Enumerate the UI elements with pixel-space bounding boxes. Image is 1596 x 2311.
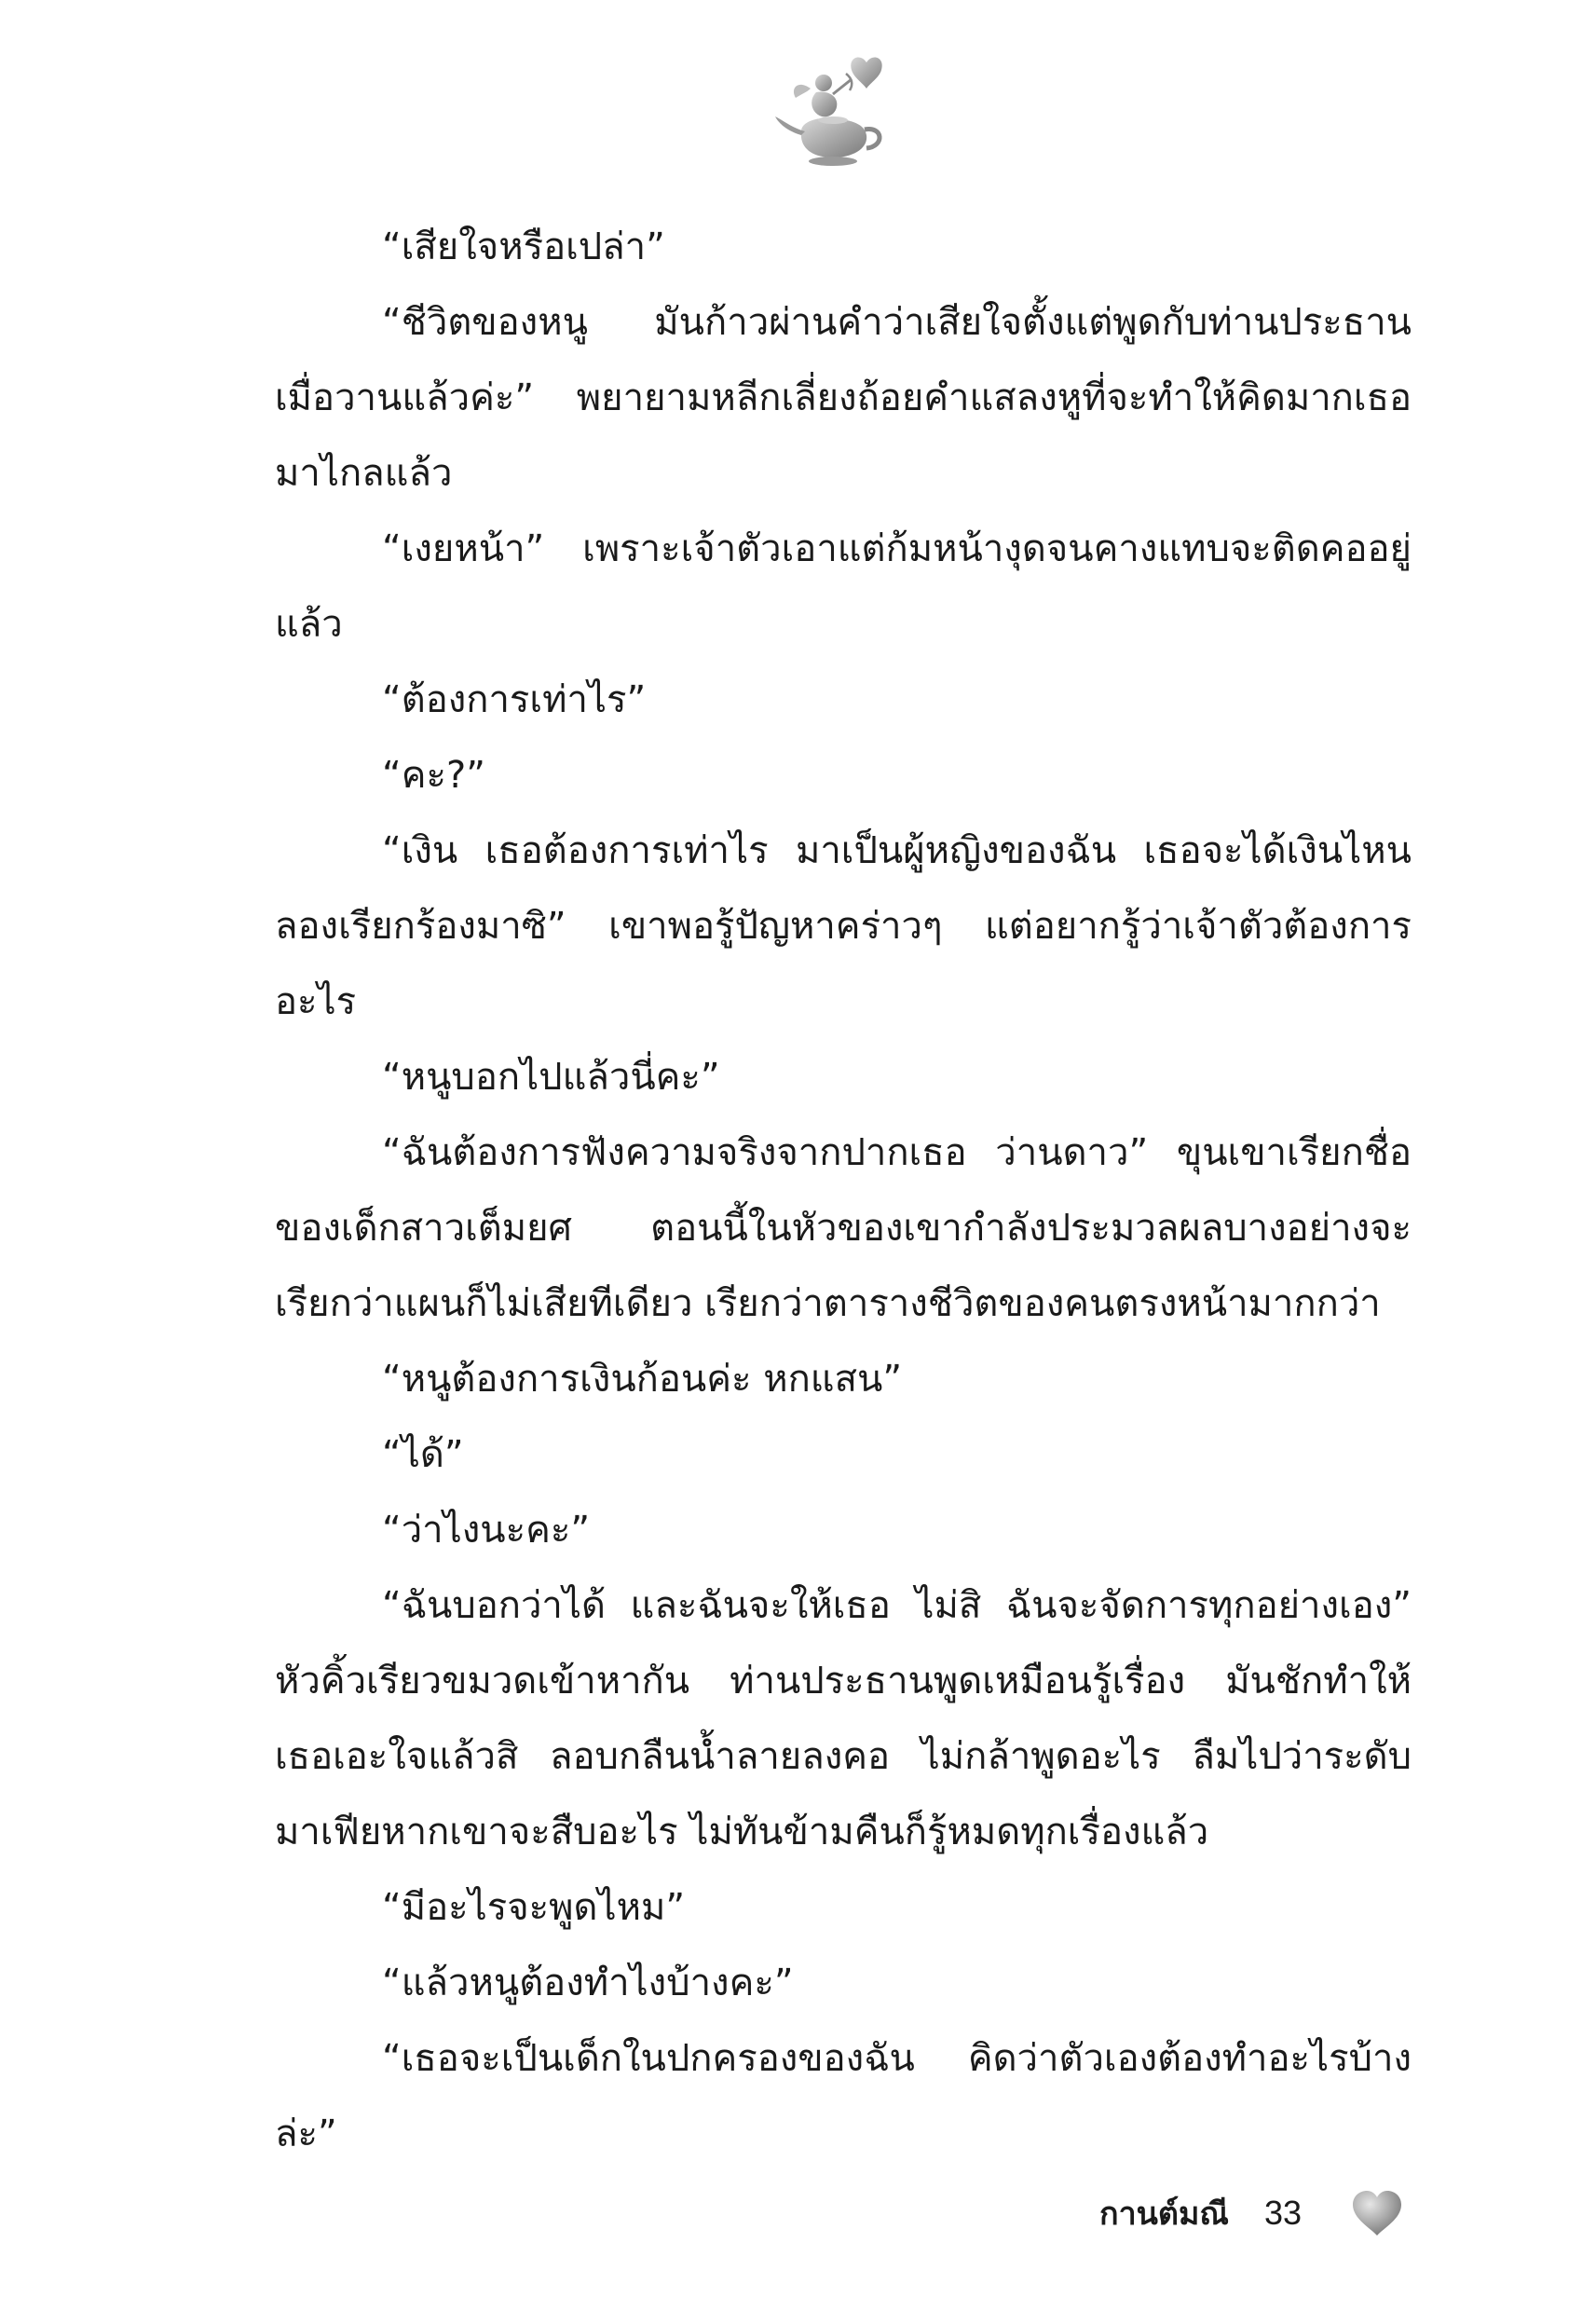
paragraph: “ได้”: [382, 1433, 464, 1476]
paragraph: “คะ?”: [382, 754, 485, 797]
paragraph: “ฉันบอกว่าได้ และฉันจะให้เธอ ไม่สิ ฉันจะจัดการทุกอย่างเอง” หัวคิ้วเรียวขมวดเข้าหากัน ท่านประธานพูดเหมือนรู้เรื่อง มันชักทำให้เธอเอะใจแล้วสิ ลอบกลืนน้ำลายลงคอ ไม่กล้าพูดอะไร ลืมไปว่าระดับมาเฟียหากเขาจะสืบอะไร ไม่ทันข้ามคืนก็รู้หมดทุกเรื่องแล้ว: [275, 1584, 1412, 1853]
heart-icon: [1350, 2189, 1404, 2237]
page-footer: [1099, 2185, 1404, 2241]
paragraph: “ชีวิตของหนู มันก้าวผ่านคำว่าเสียใจตั้งแต่พูดกับท่านประธานเมื่อวานแล้วค่ะ” พยายามหลีกเลี่ยงถ้อยคำแสลงหูที่จะทำให้คิดมากเธอมาไกลแล้ว: [275, 301, 1412, 495]
angel-teapot-icon: [770, 51, 895, 172]
body-text: [275, 210, 1412, 2172]
paragraph: “หนูต้องการเงินก้อนค่ะ หกแสน”: [382, 1358, 903, 1401]
paragraph: “เธอจะเป็นเด็กในปกครองของฉัน คิดว่าตัวเองต้องทำอะไรบ้างล่ะ”: [275, 2037, 1412, 2155]
paragraph: “เสียใจหรือเปล่า”: [382, 226, 665, 268]
paragraph: “ฉันต้องการฟังความจริงจากปากเธอ ว่านดาว” ขุนเขาเรียกชื่อของเด็กสาวเต็มยศ ตอนนี้ในหัวของเขากำลังประมวลผลบางอย่างจะเรียกว่าแผนก็ไม่เสียทีเดียว เรียกว่าตารางชีวิตของคนตรงหน้ามากกว่า: [275, 1131, 1412, 1325]
book-title: กานต์มณี: [1099, 2195, 1229, 2233]
paragraph: “แล้วหนูต้องทำไงบ้างคะ”: [382, 1962, 794, 2004]
paragraph: “มีอะไรจะพูดไหม”: [382, 1886, 686, 1929]
paragraph: “หนูบอกไปแล้วนี่คะ”: [382, 1056, 720, 1099]
paragraph: “ว่าไงนะคะ”: [382, 1509, 591, 1552]
paragraph: “ต้องการเท่าไร”: [382, 678, 647, 721]
page-number: 33: [1263, 2194, 1303, 2232]
paragraph: “เงยหน้า” เพราะเจ้าตัวเอาแต่ก้มหน้างุดจนคางแทบจะติดคออยู่แล้ว: [275, 527, 1412, 646]
paragraph: “เงิน เธอต้องการเท่าไร มาเป็นผู้หญิงของฉัน เธอจะได้เงินไหนลองเรียกร้องมาซิ” เขาพอรู้ปัญหาคร่าวๆ แต่อยากรู้ว่าเจ้าตัวต้องการอะไร: [275, 829, 1412, 1023]
